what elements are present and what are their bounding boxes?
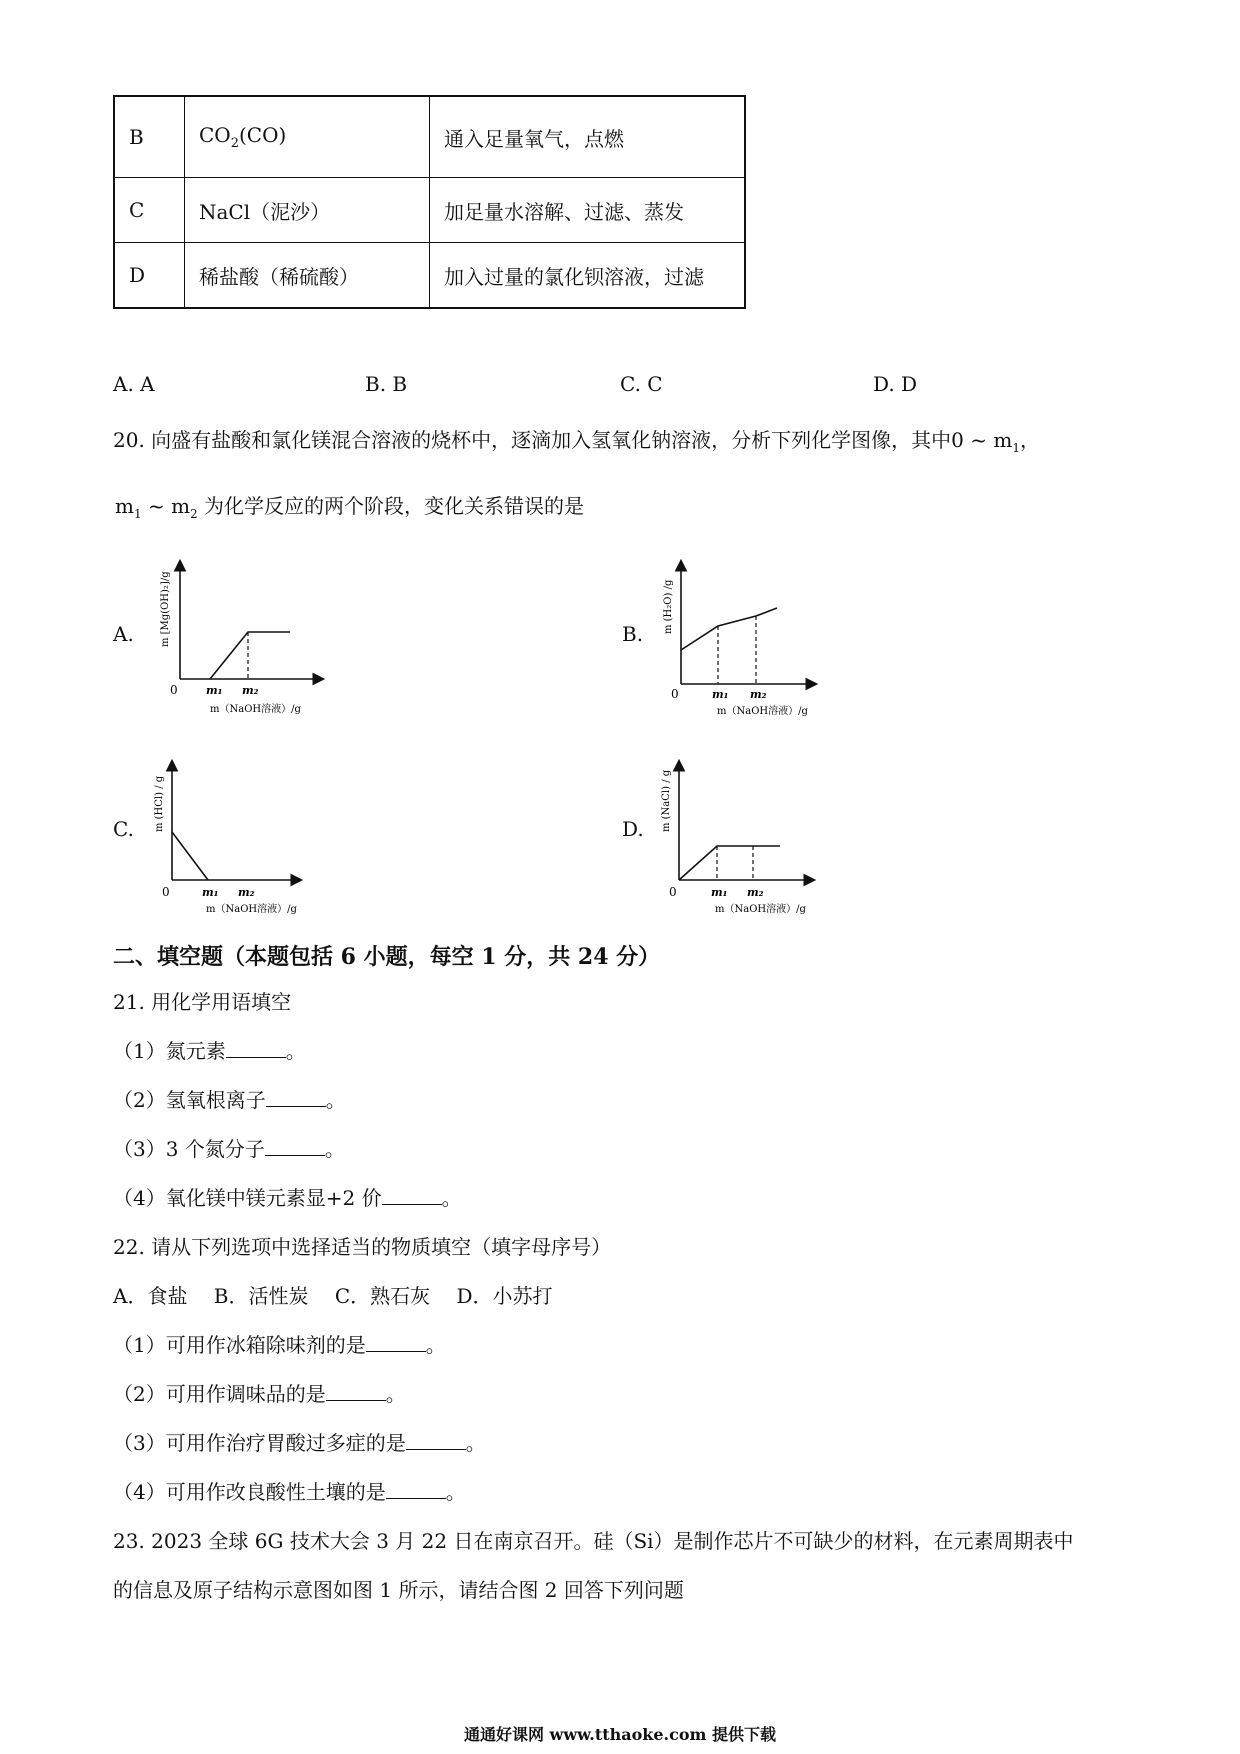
substance-cell: 稀盐酸（稀硫酸） [185,243,430,309]
q22-item-1: （1）可用作冰箱除味剂的是 。 [113,1333,446,1357]
q23-stem-line1: 23. 2023 全球 6G 技术大会 3 月 22 日在南京召开。硅（Si）是制作芯片不可缺少的材料，在元素周期表中 [113,1529,1074,1553]
graph-a [150,552,330,722]
method-cell: 加入过量的氯化钡溶液，过滤 [430,243,746,309]
origin-label: 0 [170,683,178,697]
answer-blank[interactable] [366,1331,426,1352]
q21-item-1: （1）氮元素 。 [113,1039,306,1063]
x-axis-label: m（NaOH溶液）/g [206,904,297,915]
m2-label: m₂ [242,684,259,697]
choice-a[interactable]: A. A [113,372,155,396]
row-id: C [114,178,185,243]
method-cell: 加足量水溶解、过滤、蒸发 [430,178,746,243]
q23-stem-line2: 的信息及原子结构示意图如图 1 所示，请结合图 2 回答下列问题 [113,1578,684,1602]
y-axis-label: m (NaCl) / g [661,769,672,832]
x-axis-label: m（NaOH溶液）/g [717,706,808,717]
series-line [681,608,777,650]
origin-label: 0 [671,687,679,701]
q21-item-3: （3）3 个氮分子 。 [113,1137,345,1161]
answer-blank[interactable] [266,1086,326,1107]
graph-c [150,752,330,922]
y-axis-label: m [Mg(OH)₂]/g [160,571,171,647]
graph-d-label[interactable]: D. [622,817,644,841]
answer-blank[interactable] [226,1037,286,1058]
y-axis-label: m (HCl) / g [154,775,165,832]
m2-label: m₂ [747,886,764,899]
x-axis-label: m（NaOH溶液）/g [715,904,806,915]
q22-item-4: （4）可用作改良酸性土壤的是 。 [113,1480,466,1504]
q21-item-4: （4）氧化镁中镁元素显+2 价 。 [113,1186,462,1210]
q22-item-2: （2）可用作调味品的是 。 [113,1382,406,1406]
q22-options: A．食盐 B．活性炭 C．熟石灰 D．小苏打 [113,1284,553,1308]
graph-b-label[interactable]: B. [622,622,644,646]
choice-b[interactable]: B. B [365,372,408,396]
footer: 通通好课网 www.tthaoke.com 提供下载 [463,1725,777,1744]
answer-blank[interactable] [386,1478,446,1499]
graph-d [655,752,835,922]
m2-label: m₂ [750,688,767,701]
q21-stem: 21. 用化学用语填空 [113,990,292,1014]
m1-label: m₁ [206,684,223,697]
answer-blank[interactable] [265,1135,325,1156]
x-axis-label: m（NaOH溶液）/g [210,704,301,715]
section-heading: 二、填空题（本题包括 6 小题，每空 1 分，共 24 分） [113,944,661,970]
m1-label: m₁ [202,886,219,899]
graph-c-label[interactable]: C. [113,817,134,841]
substance-cell: NaCl（泥沙） [185,178,430,243]
q22-item-3: （3）可用作治疗胃酸过多症的是 。 [113,1431,486,1455]
table-row [114,96,745,178]
q20-stem-line2: $m_1$ ~ $m_2$ 为化学反应的两个阶段，变化关系错误的是 [115,494,585,521]
choice-c[interactable]: C. C [620,372,663,396]
options-table [113,95,746,309]
q21-item-2: （2）氢氧根离子 。 [113,1088,346,1112]
table-row [114,178,745,243]
origin-label: 0 [162,885,170,899]
graph-a-label[interactable]: A. [113,622,134,646]
substance-cell: $CO_2(CO)$ [185,96,430,178]
answer-blank[interactable] [406,1429,466,1450]
y-axis-label: m (H₂O) /g [663,579,674,634]
q22-stem: 22. 请从下列选项中选择适当的物质填空（填字母序号） [113,1235,612,1259]
series-line [210,632,290,679]
choice-d[interactable]: D. D [873,372,918,396]
origin-label: 0 [669,885,677,899]
series-line [172,832,208,880]
graph-b [655,552,835,722]
answer-blank[interactable] [382,1184,442,1205]
series-line [679,846,780,880]
q20-stem-line1: 20. 向盛有盐酸和氯化镁混合溶液的烧杯中，逐滴加入氢氧化钠溶液，分析下列化学图像，其中0 ~ $m_1$， [113,428,1040,455]
m1-label: m₁ [711,886,728,899]
m2-label: m₂ [238,886,255,899]
row-id: D [114,243,185,309]
answer-blank[interactable] [326,1380,386,1401]
table-row [114,243,745,309]
row-id: B [114,96,185,178]
method-cell: 通入足量氧气，点燃 [430,96,746,178]
m1-label: m₁ [712,688,729,701]
